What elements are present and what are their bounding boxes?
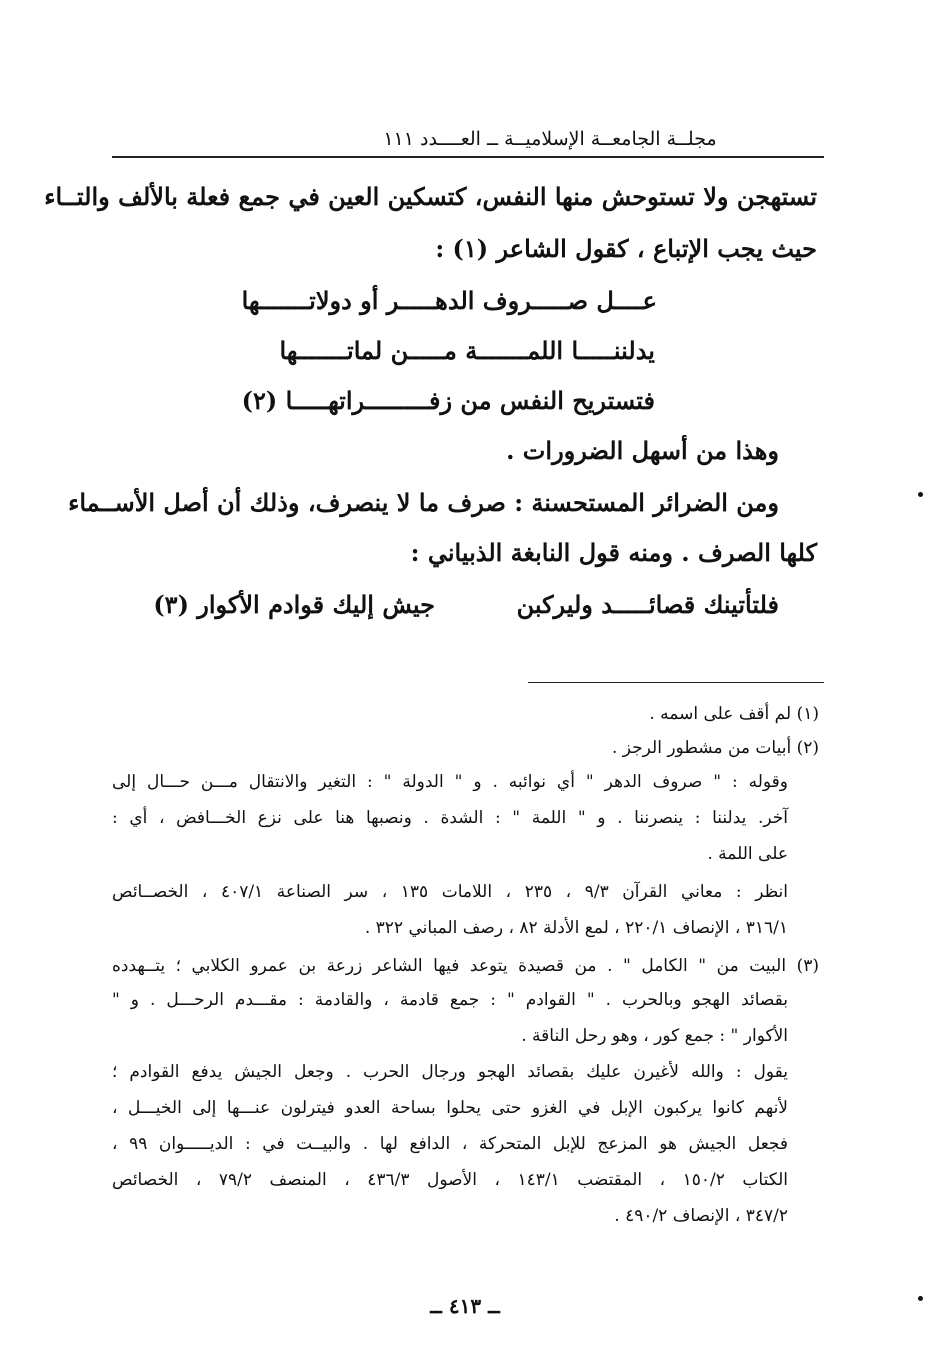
footnote-line: على اللمة . (707, 844, 788, 864)
verse-hemistich-second: جيش إليك قوادم الأكوار (٣) (153, 590, 435, 619)
footnote-line: لأنهم كانوا يركبون الإبل في الغزو حتى يحلوا بساحة العدو فيترلون عنـــها إلى الخيـــل ، (112, 1098, 788, 1118)
body-line: وهذا من أسهل الضرورات . (506, 436, 779, 465)
footnote-line: ٣١٦/١ ، الإنصاف ٢٢٠/١ ، لمع الأدلة ٨٢ ، رصف المباني ٣٢٢ . (364, 918, 788, 938)
verse-line: يدلننـــــا اللمـــــــة مـــــن لماتـــــــها (279, 336, 655, 365)
footnote-line: (١) لم أقف على اسمه . (649, 704, 819, 724)
body-line: حيث يجب الإتباع ، كقول الشاعر (١) : (435, 234, 817, 263)
footnote-line: ٣٤٧/٢ ، الإنصاف ٤٩٠/٢ . (614, 1206, 788, 1226)
body-line: كلها الصرف . ومنه قول النابغة الذبياني : (410, 538, 817, 567)
footnote-line: بقصائد الهجو وبالحرب . " القوادم " : جمع قادمة ، والقادمة : مقـــدم الرحـــل . و " (112, 990, 788, 1010)
footnote-line: آخر. يدلننا : ينصرننا . و " اللمة " : الشدة . ونصبها هنا على نزع الخـــافض ، أي : (112, 808, 788, 828)
verse-hemistich-first: فلتأتينك قصائـــــد وليركبن (516, 590, 779, 619)
verse-line: عــــل صـــــروف الدهـــــر أو دولاتـــــــها (241, 286, 657, 315)
verse-line: فتستريح النفس من زفـــــــــراتهـــــا (٢) (241, 386, 655, 415)
body-line: ومن الضرائر المستحسنة : صرف ما لا ينصرف، وذلك أن أصل الأســماء (68, 488, 779, 517)
footnote-line: يقول : والله لأغيرن عليك بقصائد الهجو ورجال الحرب . وجعل الجيش يدفع القوادم ؛ (112, 1062, 788, 1082)
footnote-line: فجعل الجيش هو المزعج للإبل المتحركة ، الدافع لها . والبيــت في : الديـــــوان ٩٩ ، (112, 1134, 788, 1154)
margin-mark (918, 492, 923, 497)
footnote-separator (528, 682, 824, 683)
page-number: ــ ٤١٣ ــ (430, 1294, 500, 1318)
running-header: مجلــة الجامعــة الإسلاميــة ــ العــــدد ١١١ (383, 128, 717, 150)
footnote-line: الكتاب ١٥٠/٢ ، المقتضب ١٤٣/١ ، الأصول ٤٣٦/٣ ، المنصف ٧٩/٢ ، الخصائص (112, 1170, 789, 1190)
footnote-line: انظر : معاني القرآن ٩/٣ ، ٢٣٥ ، اللامات ١٣٥ ، سر الصناعة ٤٠٧/١ ، الخصــائص (112, 882, 788, 902)
header-rule (112, 156, 824, 158)
footnote-line: (٣) البيت من " الكامل " . من قصيدة يتوعد فيها الشاعر زرعة بن عمرو الكلابي ؛ يتــهدده (112, 956, 819, 976)
body-line: تستهجن ولا تستوحش منها النفس، كتسكين العين في جمع فعلة بالألف والتــاء (44, 182, 817, 211)
footnote-line: وقوله : " صروف الدهر " أي نوائبه . و " الدولة " : التغير والانتقال مـــن حـــال إلى (112, 772, 788, 792)
footnote-line: (٢) أبيات من مشطور الرجز . (611, 738, 819, 758)
margin-mark (918, 1296, 923, 1301)
footnote-line: الأكوار " : جمع كور ، وهو رحل الناقة . (521, 1026, 788, 1046)
